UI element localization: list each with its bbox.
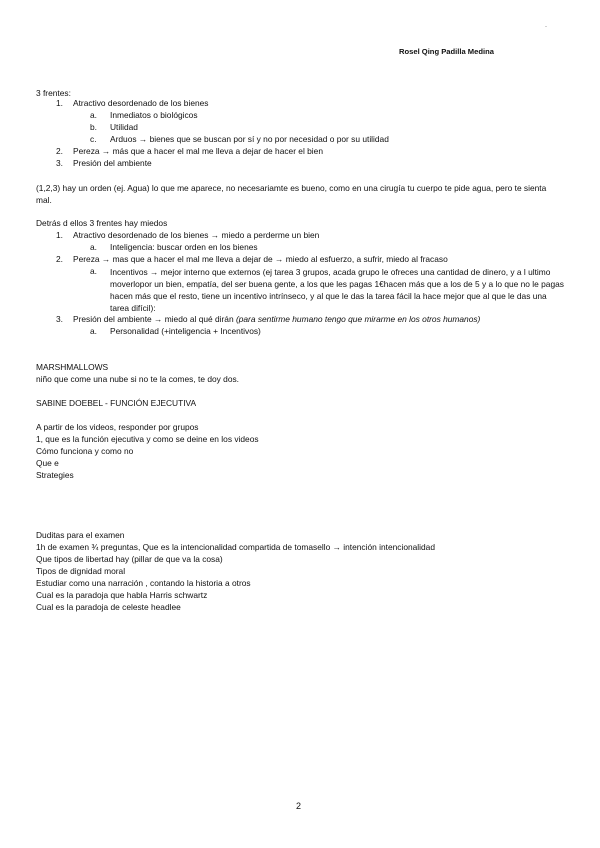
list-letter: a. <box>90 242 97 252</box>
corner-mark: - <box>545 24 547 30</box>
list-letter: a. <box>90 266 97 276</box>
list-number: 1. <box>56 230 63 240</box>
section2-title: Detrás d ellos 3 frentes hay miedos <box>36 218 168 228</box>
exam-line: Tipos de dignidad moral <box>36 566 126 576</box>
list-subitem: Inteligencia: buscar orden en los bienes <box>110 242 258 252</box>
marshmallows-text: niño que come una nube si no te la comes, te doy dos. <box>36 374 239 384</box>
list-subitem: Incentivos → mejor interno que externos (ej tarea 3 grupos, acada grupo le ofreces una cantidad de dinero, y a l ultimo moverlopor un bien, empatía, del ser buena gente, a los que les pagas 1€hacen más que a los de 5 y a lo que no le pagas hacen más que el resto, tiene un incentivo intrínseco, y al que le das la tarea fácil la hace mejor que al que le das una tarea difícil): <box>110 267 564 313</box>
exam-line: Cual es la paradoja de celeste headlee <box>36 602 181 612</box>
exam-line: Cual es la paradoja que habla Harris schwartz <box>36 590 208 600</box>
list-number: 3. <box>56 158 63 168</box>
exam-title: Duditas para el examen <box>36 530 125 540</box>
list-subitem: Personalidad (+inteligencia + Incentivos) <box>110 326 261 336</box>
exam-line: 1h de examen ¾ preguntas, Que es la intencionalidad compartida de tomasello → intención intencionalidad <box>36 542 435 552</box>
marshmallows-title: MARSHMALLOWS <box>36 362 109 372</box>
list-number: 3. <box>56 314 63 324</box>
list-subitem: Inmediatos o biológicos <box>110 110 198 120</box>
video-line: A partir de los videos, responder por grupos <box>36 422 199 432</box>
list-number: 1. <box>56 98 63 108</box>
list-letter: a. <box>90 110 97 120</box>
list-number: 2. <box>56 254 63 264</box>
list-letter: a. <box>90 326 97 336</box>
section1-note: (1,2,3) hay un orden (ej. Agua) lo que me aparece, no necesariamte es bueno, como en una cirugía tu cuerpo te pide agua, pero te sienta mal. <box>36 183 547 205</box>
list-subitem: Arduos → bienes que se buscan por sí y no por necesidad o por su utilidad <box>110 134 389 144</box>
list-item: Pereza → más que a hacer el mal me lleva a dejar de hacer el bien <box>73 146 323 156</box>
list-item: Atractivo desordenado de los bienes <box>73 98 209 108</box>
list-item: Presión del ambiente <box>73 158 152 168</box>
sabine-title: SABINE DOEBEL - FUNCIÓN EJECUTIVA <box>36 398 197 408</box>
list-item-text: Presión del ambiente → miedo al qué dirán <box>73 314 234 324</box>
video-line: Cómo funciona y como no <box>36 446 134 456</box>
list-letter: c. <box>90 134 97 144</box>
exam-line: Que tipos de libertad hay (pillar de que va la cosa) <box>36 554 223 564</box>
video-line: Strategies <box>36 470 74 480</box>
list-subitem: Utilidad <box>110 122 138 132</box>
exam-line: Estudiar como una narración , contando la historia a otros <box>36 578 251 588</box>
author-name: Rosel Qing Padilla Medina <box>399 47 494 56</box>
section1-title: 3 frentes: <box>36 88 71 98</box>
list-item-italic-note: (para sentirme humano tengo que mirarme en los otros humanos) <box>235 314 481 324</box>
list-item <box>73 314 480 324</box>
page-number: 2 <box>296 801 302 811</box>
list-letter: b. <box>90 122 97 132</box>
video-line: Que e <box>36 458 59 468</box>
list-item: Pereza → mas que a hacer el mal me lleva a dejar de → miedo al esfuerzo, a sufrir, miedo al fracaso <box>73 254 448 264</box>
list-number: 2. <box>56 146 63 156</box>
list-item: Atractivo desordenado de los bienes → miedo a perderme un bien <box>73 230 320 240</box>
video-line: 1, que es la función ejecutiva y como se deine en los videos <box>36 434 259 444</box>
